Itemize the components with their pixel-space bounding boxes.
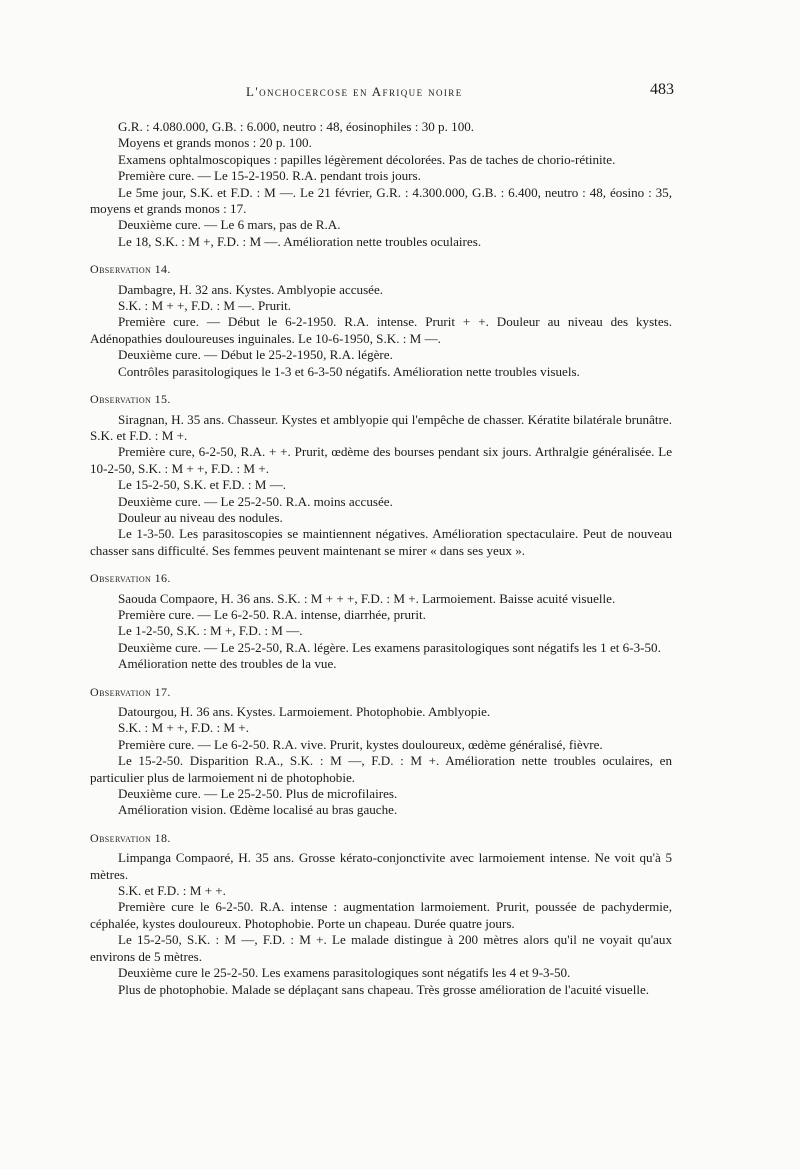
paragraph: Dambagre, H. 32 ans. Kystes. Amblyopie accusée.	[118, 281, 384, 297]
observation-16	[90, 570, 672, 672]
paragraph: Le 1-3-50. Les parasitoscopies se maintiennent négatives. Amélioration spectaculaire. Peut de nouveau chasser sans difficulté. Ses femmes peuvent maintenant se mirer « dans ses yeux ».	[90, 526, 672, 558]
paragraph: G.R. : 4.080.000, G.B. : 6.000, neutro : 48, éosinophiles : 30 p. 100.	[118, 119, 475, 134]
paragraph: Le 1-2-50, S.K. : M +, F.D. : M —.	[118, 623, 303, 639]
paragraph: Deuxième cure le 25-2-50. Les examens parasitologiques sont négatifs les 4 et 9-3-50.	[118, 965, 571, 981]
paragraph: Saouda Compaore, H. 36 ans. S.K. : M + + +, F.D. : M +. Larmoiement. Baisse acuité visuelle.	[118, 590, 616, 606]
paragraph: Siragnan, H. 35 ans. Chasseur. Kystes et amblyopie qui l'empêche de chasser. Kératite bilatérale brunâtre. S.K. et F.D. : M +.	[90, 411, 672, 443]
paragraph: Amélioration nette des troubles de la vue.	[118, 656, 337, 672]
observation-heading: Observation 17.	[90, 684, 171, 699]
running-title: L'onchocercose en Afrique noire	[246, 84, 463, 99]
paragraph: Première cure, 6-2-50, R.A. + +. Prurit, œdème des bourses pendant six jours. Arthralgie généralisée. Le 10-2-50, S.K. : M + +, F.D. : M +.	[90, 444, 672, 476]
observation-18	[90, 830, 672, 998]
paragraph: Deuxième cure. — Le 6 mars, pas de R.A.	[118, 217, 341, 233]
observation-heading: Observation 16.	[90, 571, 171, 586]
paragraph: Datourgou, H. 36 ans. Kystes. Larmoiement. Photophobie. Amblyopie.	[118, 704, 491, 719]
paragraph: Limpanga Compaoré, H. 35 ans. Grosse kérato-conjonctivite avec larmoiement intense. Ne voit qu'à 5 mètres.	[90, 850, 672, 882]
paragraph: Première cure. — Le 6-2-50. R.A. vive. Prurit, kystes douloureux, œdème généralisé, fièvre.	[118, 736, 603, 752]
paragraph: S.K. : M + +, F.D. : M —. Prurit.	[118, 298, 292, 314]
paragraph: Le 15-2-50, S.K. et F.D. : M —.	[118, 477, 287, 493]
paragraph: Moyens et grands monos : 20 p. 100.	[118, 135, 312, 151]
body-text	[90, 119, 672, 998]
paragraph: Le 5me jour, S.K. et F.D. : M —. Le 21 février, G.R. : 4.300.000, G.B. : 6.400, neutro : 48, éosino : 35, moyens et grands monos : 17.	[90, 184, 672, 217]
paragraph: Deuxième cure. — Début le 25-2-1950, R.A. légère.	[118, 347, 393, 363]
observation-14	[90, 261, 672, 380]
intro-section	[90, 119, 672, 250]
paragraph: Deuxième cure. — Le 25-2-50. R.A. moins accusée.	[118, 493, 393, 509]
paragraph: Première cure. — Le 15-2-1950. R.A. pendant trois jours.	[118, 168, 421, 184]
paragraph: Plus de photophobie. Malade se déplaçant sans chapeau. Très grosse amélioration de l'acuité visuelle.	[118, 981, 650, 997]
paragraph: Première cure. — Le 6-2-50. R.A. intense, diarrhée, prurit.	[118, 606, 426, 622]
paragraph: S.K. et F.D. : M + +.	[118, 883, 226, 899]
page-number: 483	[650, 81, 674, 98]
observation-heading: Observation 15.	[90, 392, 171, 407]
page-header	[88, 81, 674, 106]
paragraph: Le 18, S.K. : M +, F.D. : M —. Amélioration nette troubles oculaires.	[118, 233, 482, 249]
observation-heading: Observation 18.	[90, 830, 171, 845]
paragraph: Douleur au niveau des nodules.	[118, 509, 283, 525]
observation-heading: Observation 14.	[90, 262, 171, 277]
paragraph: Le 15-2-50. Disparition R.A., S.K. : M —, F.D. : M +. Amélioration nette troubles oculaires, en particulier plus de larmoiement ni de photophobie.	[90, 753, 672, 785]
paragraph: Amélioration vision. Œdème localisé au bras gauche.	[118, 802, 398, 818]
paragraph: Deuxième cure. — Le 25-2-50, R.A. légère. Les examens parasitologiques sont négatifs les 1 et 6-3-50.	[118, 639, 661, 655]
paragraph: Le 15-2-50, S.K. : M —, F.D. : M +. Le malade distingue à 200 mètres alors qu'il ne voyait qu'aux environs de 5 mètres.	[90, 932, 672, 964]
paragraph: Première cure. — Début le 6-2-1950. R.A. intense. Prurit + +. Douleur au niveau des kystes. Adénopathies douloureuses inguinales. Le 10-6-1950, S.K. : M —.	[90, 314, 672, 346]
paragraph: Examens ophtalmoscopiques : papilles légèrement décolorées. Pas de taches de chorio-rétinite.	[118, 151, 616, 167]
paragraph: Contrôles parasitologiques le 1-3 et 6-3-50 négatifs. Amélioration nette troubles visuels.	[118, 363, 580, 379]
paragraph: S.K. : M + +, F.D. : M +.	[118, 720, 249, 736]
paragraph: Première cure le 6-2-50. R.A. intense : augmentation larmoiement. Prurit, poussée de pachydermie, céphalée, kystes douloureux. Photophobie. Porte un chapeau. Durée quatre jours.	[90, 899, 672, 931]
observation-15	[90, 391, 672, 559]
observation-17	[90, 684, 672, 819]
paragraph: Deuxième cure. — Le 25-2-50. Plus de microfilaires.	[118, 786, 398, 802]
